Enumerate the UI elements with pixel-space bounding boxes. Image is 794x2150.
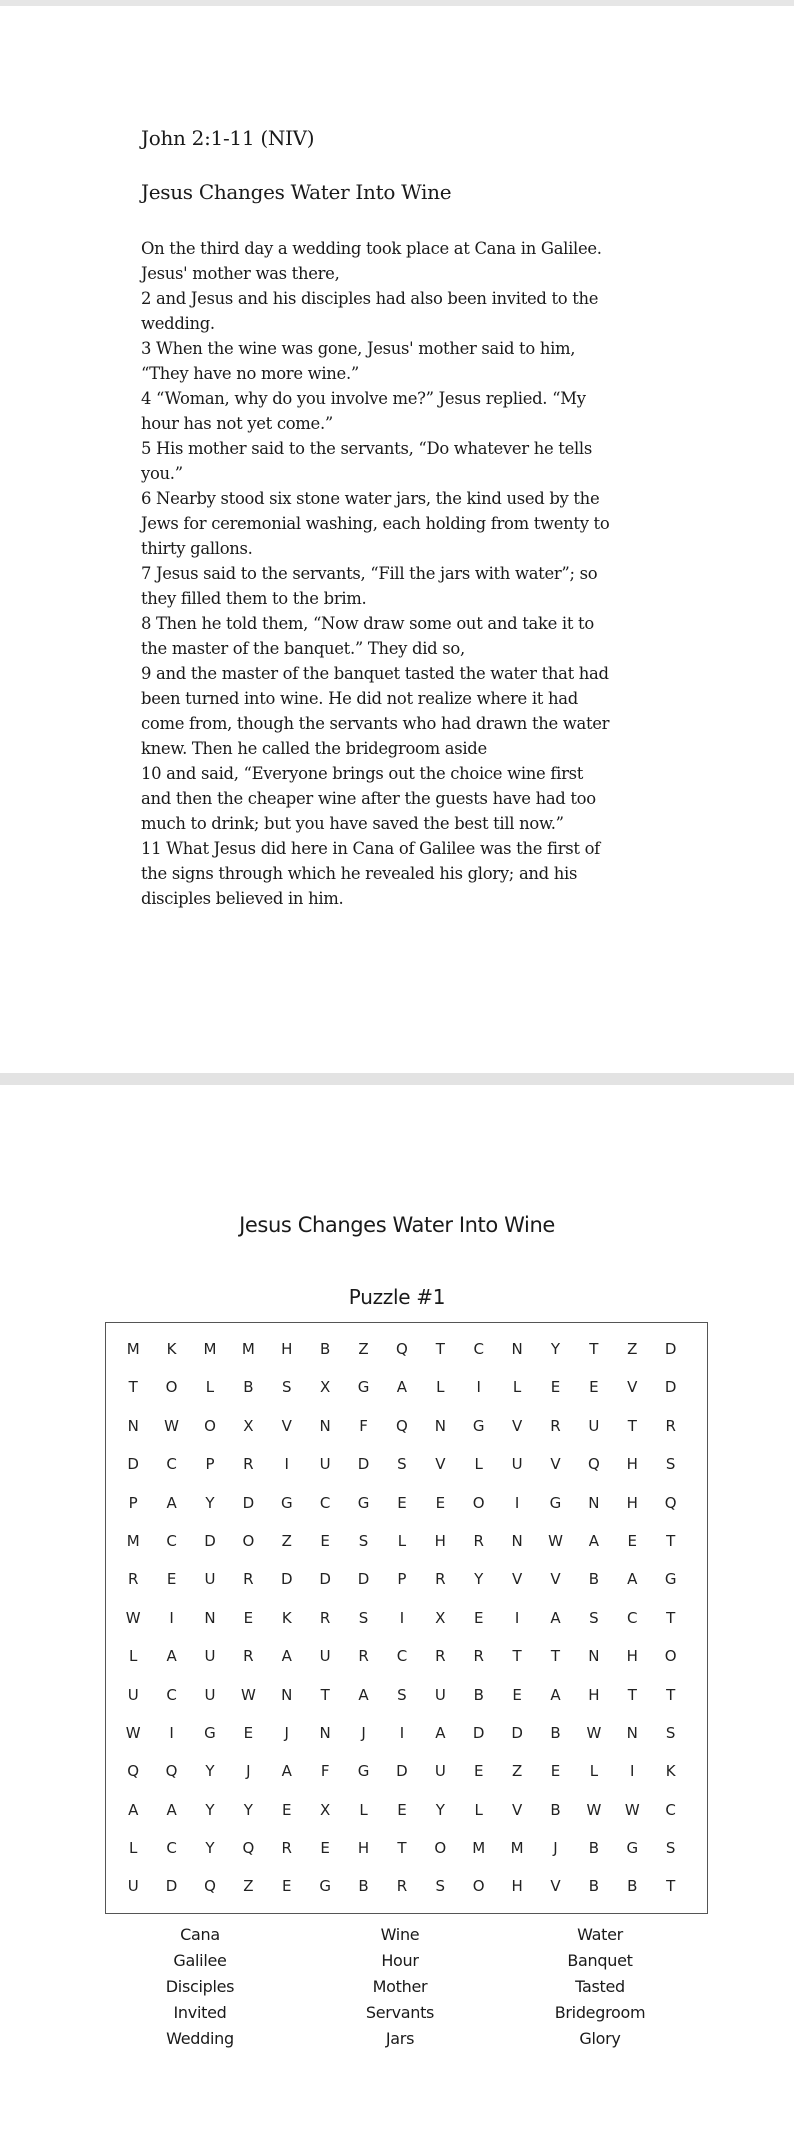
grid-letter[interactable]: N xyxy=(319,1723,331,1742)
grid-letter[interactable]: G xyxy=(357,1493,370,1512)
grid-row xyxy=(106,1637,707,1675)
grid-letter[interactable]: U xyxy=(204,1647,216,1666)
grid-letter[interactable]: N xyxy=(511,1531,523,1550)
page-separator xyxy=(0,1073,794,1085)
grid-row xyxy=(106,1829,707,1867)
grid-letter[interactable]: J xyxy=(246,1762,251,1781)
grid-letter[interactable]: Y xyxy=(243,1800,253,1819)
grid-letter[interactable]: N xyxy=(511,1340,523,1358)
grid-letter[interactable]: A xyxy=(627,1570,638,1589)
grid-letter[interactable]: J xyxy=(361,1723,366,1742)
grid-letter[interactable]: U xyxy=(511,1455,523,1474)
scripture-reference: John 2:1-11 (NIV) xyxy=(141,126,315,150)
grid-letter[interactable]: N xyxy=(204,1608,216,1627)
grid-letter[interactable]: Q xyxy=(396,1416,408,1435)
grid-letter[interactable]: B xyxy=(627,1877,638,1896)
grid-letter[interactable]: Z xyxy=(511,1762,523,1781)
grid-letter[interactable]: T xyxy=(435,1340,445,1358)
grid-letter[interactable]: K xyxy=(166,1340,177,1358)
grid-letter[interactable]: P xyxy=(128,1493,138,1512)
grid-letter[interactable]: Y xyxy=(435,1800,445,1819)
grid-letter[interactable]: S xyxy=(435,1877,446,1896)
grid-letter[interactable]: B xyxy=(358,1877,369,1896)
puzzle-number: Puzzle #1 xyxy=(348,1285,446,1309)
grid-letter[interactable]: B xyxy=(473,1685,484,1704)
verse-line: 3 When the wine was gone, Jesus' mother said to him, xyxy=(141,339,576,358)
grid-letter[interactable]: B xyxy=(550,1800,561,1819)
grid-letter[interactable]: A xyxy=(396,1378,408,1397)
grid-letter[interactable]: R xyxy=(243,1570,254,1589)
grid-letter[interactable]: H xyxy=(511,1877,523,1896)
grid-letter[interactable]: D xyxy=(472,1723,485,1742)
grid-letter[interactable]: M xyxy=(472,1839,486,1858)
passage-text xyxy=(141,236,661,911)
verse-line: come from, though the servants who had drawn the water xyxy=(141,714,610,733)
grid-letter[interactable]: D xyxy=(664,1340,677,1358)
grid-letter[interactable]: S xyxy=(665,1839,676,1858)
grid-letter[interactable]: T xyxy=(666,1608,676,1627)
grid-letter[interactable]: R xyxy=(243,1455,254,1474)
grid-letter[interactable]: C xyxy=(665,1800,676,1819)
grid-letter[interactable]: S xyxy=(589,1608,599,1627)
grid-letter[interactable]: N xyxy=(281,1685,293,1704)
word-item: Bridegroom xyxy=(554,2003,646,2022)
verse-line: the signs through which he revealed his glory; and his xyxy=(141,864,578,883)
word-item: Wedding xyxy=(166,2029,234,2048)
grid-letter[interactable]: L xyxy=(205,1378,215,1397)
grid-letter[interactable]: E xyxy=(166,1570,177,1589)
grid-letter[interactable]: L xyxy=(129,1839,138,1858)
grid-row xyxy=(106,1599,707,1637)
grid-letter[interactable]: D xyxy=(165,1877,178,1896)
grid-letter[interactable]: A xyxy=(166,1647,177,1666)
grid-letter[interactable]: I xyxy=(630,1762,635,1781)
grid-letter[interactable]: M xyxy=(203,1340,217,1358)
grid-letter[interactable]: W xyxy=(125,1608,141,1627)
grid-letter[interactable]: H xyxy=(626,1455,638,1474)
top-border xyxy=(0,0,794,6)
verse-line: wedding. xyxy=(141,314,215,333)
grid-letter[interactable]: B xyxy=(588,1839,600,1858)
grid-letter[interactable]: U xyxy=(204,1685,216,1704)
grid-letter[interactable]: U xyxy=(434,1685,446,1704)
grid-letter[interactable]: K xyxy=(281,1608,292,1627)
grid-letter[interactable]: I xyxy=(169,1723,174,1742)
grid-letter[interactable]: T xyxy=(666,1685,676,1704)
grid-letter[interactable]: D xyxy=(204,1531,216,1550)
word-item: Wine xyxy=(380,1925,420,1944)
grid-letter[interactable]: V xyxy=(281,1416,292,1435)
grid-letter[interactable]: Q xyxy=(165,1762,178,1781)
verse-line: they filled them to the brim. xyxy=(141,589,367,608)
grid-letter[interactable]: L xyxy=(359,1800,368,1819)
grid-letter[interactable]: G xyxy=(357,1378,370,1397)
verse-line: 9 and the master of the banquet tasted the water that had xyxy=(141,664,609,683)
grid-letter[interactable]: L xyxy=(512,1378,522,1397)
grid-letter[interactable]: C xyxy=(396,1647,408,1666)
grid-letter[interactable]: U xyxy=(319,1455,331,1474)
verse-line: 10 and said, “Everyone brings out the choice wine first xyxy=(141,764,583,783)
grid-letter[interactable]: G xyxy=(280,1493,293,1512)
verse-line: 11 What Jesus did here in Cana of Galilee was the first of xyxy=(141,839,600,858)
grid-letter[interactable]: O xyxy=(242,1531,255,1550)
grid-letter[interactable]: U xyxy=(127,1877,139,1896)
grid-row xyxy=(106,1560,707,1598)
grid-letter[interactable]: V xyxy=(511,1800,523,1819)
grid-letter[interactable]: I xyxy=(399,1608,405,1627)
verse-line: 6 Nearby stood six stone water jars, the kind used by the xyxy=(141,489,600,508)
grid-letter[interactable]: Z xyxy=(358,1340,369,1358)
grid-letter[interactable]: T xyxy=(128,1378,138,1397)
grid-letter[interactable]: T xyxy=(627,1416,637,1435)
grid-letter[interactable]: A xyxy=(166,1800,177,1819)
grid-letter[interactable]: R xyxy=(665,1416,676,1435)
grid-row xyxy=(106,1522,707,1560)
grid-letter[interactable]: N xyxy=(588,1647,600,1666)
verse-line: 8 Then he told them, “Now draw some out and take it to xyxy=(141,614,594,633)
grid-letter[interactable]: R xyxy=(473,1531,484,1550)
grid-letter[interactable]: E xyxy=(473,1762,484,1781)
grid-letter[interactable]: D xyxy=(319,1570,331,1589)
grid-letter[interactable]: B xyxy=(588,1570,600,1589)
grid-letter[interactable]: L xyxy=(589,1762,599,1781)
grid-letter[interactable]: T xyxy=(512,1647,522,1666)
grid-letter[interactable]: E xyxy=(243,1608,254,1627)
grid-letter[interactable]: M xyxy=(510,1839,524,1858)
grid-letter[interactable]: F xyxy=(359,1416,368,1435)
grid-row xyxy=(106,1676,707,1714)
grid-letter[interactable]: C xyxy=(473,1340,484,1358)
grid-letter[interactable]: U xyxy=(434,1762,446,1781)
grid-letter[interactable]: K xyxy=(665,1762,676,1781)
grid-letter[interactable]: D xyxy=(280,1570,293,1589)
grid-letter[interactable]: H xyxy=(626,1647,638,1666)
grid-letter[interactable]: W xyxy=(164,1416,179,1435)
grid-letter[interactable]: D xyxy=(357,1455,370,1474)
grid-letter[interactable]: P xyxy=(205,1455,215,1474)
grid-letter[interactable]: U xyxy=(588,1416,600,1435)
word-item: Servants xyxy=(365,2003,435,2022)
grid-letter[interactable]: T xyxy=(627,1685,637,1704)
grid-letter[interactable]: Q xyxy=(127,1762,140,1781)
verse-line: 2 and Jesus and his disciples had also been invited to the xyxy=(141,289,599,308)
grid-letter[interactable]: V xyxy=(435,1455,446,1474)
grid-letter[interactable]: F xyxy=(320,1762,330,1781)
grid-letter[interactable]: R xyxy=(281,1839,292,1858)
grid-letter[interactable]: N xyxy=(127,1416,139,1435)
grid-letter[interactable]: A xyxy=(281,1762,292,1781)
grid-letter[interactable]: L xyxy=(474,1455,483,1474)
grid-letter[interactable]: O xyxy=(472,1877,485,1896)
grid-letter[interactable]: Q xyxy=(396,1340,408,1358)
grid-row xyxy=(106,1714,707,1752)
grid-row xyxy=(106,1407,707,1445)
grid-letter[interactable]: D xyxy=(664,1378,677,1397)
grid-row xyxy=(106,1752,707,1790)
grid-letter[interactable]: E xyxy=(397,1493,407,1512)
grid-letter[interactable]: R xyxy=(127,1570,139,1589)
verse-line: 7 Jesus said to the servants, “Fill the jars with water”; so xyxy=(141,564,598,583)
grid-letter[interactable]: D xyxy=(396,1762,408,1781)
word-item: Disciples xyxy=(165,1977,235,1996)
grid-letter[interactable]: V xyxy=(627,1378,638,1397)
grid-letter[interactable]: R xyxy=(319,1608,331,1627)
grid-letter[interactable]: E xyxy=(320,1531,330,1550)
grid-letter[interactable]: A xyxy=(550,1685,561,1704)
grid-letter[interactable]: H xyxy=(626,1493,638,1512)
grid-letter[interactable]: L xyxy=(474,1800,483,1819)
grid-letter[interactable]: H xyxy=(434,1531,446,1550)
grid-letter[interactable]: R xyxy=(550,1416,561,1435)
word-item: Tasted xyxy=(575,1977,625,1996)
verse-line: been turned into wine. He did not realize where it had xyxy=(141,689,578,708)
grid-letter[interactable]: N xyxy=(626,1723,638,1742)
grid-letter[interactable]: E xyxy=(473,1608,484,1627)
grid-letter[interactable]: C xyxy=(166,1531,177,1550)
grid-letter[interactable]: A xyxy=(550,1608,561,1627)
grid-letter[interactable]: B xyxy=(243,1378,254,1397)
grid-letter[interactable]: W xyxy=(548,1531,563,1550)
grid-letter[interactable]: T xyxy=(666,1531,676,1550)
grid-letter[interactable]: A xyxy=(435,1723,446,1742)
grid-letter[interactable]: H xyxy=(357,1839,370,1858)
grid-letter[interactable]: N xyxy=(588,1493,600,1512)
grid-letter[interactable]: Y xyxy=(474,1570,484,1589)
grid-letter[interactable]: O xyxy=(434,1839,447,1858)
grid-letter[interactable]: R xyxy=(243,1647,254,1666)
grid-letter[interactable]: E xyxy=(282,1800,292,1819)
grid-letter[interactable]: X xyxy=(320,1378,331,1397)
grid-letter[interactable]: D xyxy=(242,1493,255,1512)
grid-letter[interactable]: V xyxy=(550,1455,561,1474)
grid-row xyxy=(106,1867,707,1905)
verse-line: the master of the banquet.” They did so, xyxy=(141,639,465,658)
grid-letter[interactable]: E xyxy=(589,1378,599,1397)
verse-line: “They have no more wine.” xyxy=(141,364,359,383)
grid-letter[interactable]: R xyxy=(396,1877,408,1896)
grid-letter[interactable]: E xyxy=(397,1800,407,1819)
grid-letter[interactable]: Y xyxy=(205,1762,215,1781)
grid-letter[interactable]: S xyxy=(358,1531,369,1550)
grid-letter[interactable]: I xyxy=(284,1455,289,1474)
grid-letter[interactable]: Y xyxy=(205,1839,215,1858)
grid-letter[interactable]: G xyxy=(549,1493,562,1512)
grid-letter[interactable]: I xyxy=(169,1608,174,1627)
grid-letter[interactable]: U xyxy=(127,1685,139,1704)
grid-row xyxy=(106,1330,707,1368)
grid-letter[interactable]: J xyxy=(284,1723,289,1742)
grid-letter[interactable]: S xyxy=(358,1608,369,1627)
grid-letter[interactable]: C xyxy=(166,1455,177,1474)
grid-letter[interactable]: S xyxy=(665,1723,676,1742)
word-column xyxy=(500,1922,700,2052)
grid-letter[interactable]: Q xyxy=(587,1455,600,1474)
grid-letter[interactable]: G xyxy=(319,1877,331,1896)
word-item: Glory xyxy=(579,2029,621,2048)
grid-letter[interactable]: S xyxy=(281,1378,292,1397)
verse-line: you.” xyxy=(141,464,183,483)
grid-letter[interactable]: A xyxy=(281,1647,292,1666)
grid-letter[interactable]: C xyxy=(319,1493,331,1512)
grid-letter[interactable]: Y xyxy=(205,1800,215,1819)
grid-letter[interactable]: I xyxy=(514,1493,520,1512)
grid-letter[interactable]: M xyxy=(241,1340,255,1358)
grid-letter[interactable]: D xyxy=(357,1570,370,1589)
grid-letter[interactable]: T xyxy=(320,1685,330,1704)
grid-letter[interactable]: S xyxy=(665,1455,676,1474)
grid-letter[interactable]: W xyxy=(586,1723,602,1742)
grid-letter[interactable]: Q xyxy=(242,1839,255,1858)
verse-line: knew. Then he called the bridegroom aside xyxy=(141,739,487,758)
grid-letter[interactable]: E xyxy=(282,1877,292,1896)
grid-letter[interactable]: E xyxy=(550,1762,561,1781)
grid-letter[interactable]: Z xyxy=(281,1531,292,1550)
grid-letter[interactable]: O xyxy=(472,1493,485,1512)
grid-letter[interactable]: U xyxy=(319,1647,331,1666)
grid-letter[interactable]: D xyxy=(511,1723,523,1742)
grid-letter[interactable]: S xyxy=(397,1455,407,1474)
word-item: Water xyxy=(577,1925,623,1944)
scripture-page xyxy=(141,126,661,911)
grid-letter[interactable]: B xyxy=(588,1877,600,1896)
grid-letter[interactable]: Y xyxy=(205,1493,215,1512)
grid-letter[interactable]: C xyxy=(166,1685,177,1704)
grid-letter[interactable]: C xyxy=(627,1608,638,1627)
grid-row xyxy=(106,1368,707,1406)
word-item: Galilee xyxy=(173,1951,227,1970)
grid-letter[interactable]: X xyxy=(320,1800,331,1819)
word-column xyxy=(300,1922,500,2052)
word-item: Cana xyxy=(180,1925,220,1944)
grid-letter[interactable]: E xyxy=(550,1378,561,1397)
grid-letter[interactable]: G xyxy=(664,1570,677,1589)
word-search-grid xyxy=(105,1322,708,1914)
grid-letter[interactable]: Q xyxy=(204,1877,216,1896)
grid-letter[interactable]: X xyxy=(243,1416,254,1435)
grid-letter[interactable]: W xyxy=(586,1800,602,1819)
grid-letter[interactable]: W xyxy=(125,1723,141,1742)
puzzle-title: Jesus Changes Water Into Wine xyxy=(239,1213,555,1237)
grid-letter[interactable]: O xyxy=(664,1647,677,1666)
grid-letter[interactable]: T xyxy=(397,1839,407,1858)
grid-letter[interactable]: C xyxy=(166,1839,177,1858)
grid-letter[interactable]: P xyxy=(397,1570,407,1589)
grid-letter[interactable]: G xyxy=(626,1839,639,1858)
grid-letter[interactable]: U xyxy=(204,1570,216,1589)
grid-letter[interactable]: A xyxy=(166,1493,177,1512)
grid-letter[interactable]: N xyxy=(434,1416,446,1435)
grid-letter[interactable]: L xyxy=(129,1647,138,1666)
grid-letter[interactable]: I xyxy=(514,1608,520,1627)
word-item: Jars xyxy=(385,2029,415,2048)
grid-letter[interactable]: V xyxy=(511,1416,523,1435)
grid-letter[interactable]: V xyxy=(550,1877,561,1896)
grid-row xyxy=(106,1445,707,1483)
grid-letter[interactable]: A xyxy=(128,1800,139,1819)
grid-letter[interactable]: R xyxy=(473,1647,484,1666)
verse-line: 4 “Woman, why do you involve me?” Jesus replied. “My xyxy=(141,389,586,408)
grid-letter[interactable]: Q xyxy=(664,1493,677,1512)
grid-letter[interactable]: M xyxy=(126,1531,140,1550)
verse-line: On the third day a wedding took place at Cana in Galilee. xyxy=(141,239,602,258)
grid-letter[interactable]: I xyxy=(399,1723,405,1742)
grid-letter[interactable]: B xyxy=(550,1723,561,1742)
grid-letter[interactable]: T xyxy=(666,1877,676,1896)
grid-letter[interactable]: E xyxy=(435,1493,446,1512)
verse-line: much to drink; but you have saved the best till now.” xyxy=(141,814,564,833)
grid-letter[interactable]: W xyxy=(624,1800,640,1819)
verse-line: thirty gallons. xyxy=(141,539,253,558)
grid-letter[interactable]: T xyxy=(550,1647,561,1666)
grid-letter[interactable]: H xyxy=(281,1340,293,1358)
grid-letter[interactable]: E xyxy=(320,1839,330,1858)
grid-letter[interactable]: E xyxy=(243,1723,254,1742)
grid-letter[interactable]: R xyxy=(358,1647,369,1666)
grid-letter[interactable]: N xyxy=(319,1416,331,1435)
verse-line: 5 His mother said to the servants, “Do whatever he tells xyxy=(141,439,592,458)
grid-letter[interactable]: A xyxy=(358,1685,369,1704)
grid-row xyxy=(106,1791,707,1829)
word-item: Hour xyxy=(381,1951,419,1970)
grid-letter[interactable]: E xyxy=(627,1531,638,1550)
verse-line: Jews for ceremonial washing, each holding from twenty to xyxy=(141,514,610,533)
grid-letter[interactable]: R xyxy=(435,1647,446,1666)
grid-letter[interactable]: X xyxy=(435,1608,446,1627)
grid-letter[interactable]: G xyxy=(204,1723,216,1742)
grid-row xyxy=(106,1484,707,1522)
grid-letter[interactable]: G xyxy=(357,1762,370,1781)
grid-letter[interactable]: J xyxy=(553,1839,558,1858)
grid-letter[interactable]: O xyxy=(165,1378,178,1397)
grid-letter[interactable]: D xyxy=(127,1455,139,1474)
grid-letter[interactable]: Z xyxy=(243,1877,254,1896)
grid-letter[interactable]: S xyxy=(397,1685,407,1704)
word-column xyxy=(100,1922,300,2052)
grid-letter[interactable]: R xyxy=(435,1570,446,1589)
grid-letter[interactable]: I xyxy=(476,1378,481,1397)
verse-line: hour has not yet come.” xyxy=(141,414,333,433)
grid-letter[interactable]: A xyxy=(588,1531,600,1550)
grid-letter[interactable]: E xyxy=(512,1685,522,1704)
grid-letter[interactable]: M xyxy=(126,1340,140,1358)
verse-line: Jesus' mother was there, xyxy=(141,264,340,283)
grid-letter[interactable]: W xyxy=(240,1685,256,1704)
grid-letter[interactable]: T xyxy=(589,1340,599,1358)
grid-letter[interactable]: V xyxy=(511,1570,523,1589)
word-item: Invited xyxy=(173,2003,227,2022)
grid-letter[interactable]: G xyxy=(472,1416,485,1435)
word-item: Mother xyxy=(372,1977,428,1996)
grid-letter[interactable]: L xyxy=(436,1378,445,1397)
passage-title: Jesus Changes Water Into Wine xyxy=(141,180,452,204)
grid-letter[interactable]: B xyxy=(320,1340,331,1358)
grid-letter[interactable]: O xyxy=(204,1416,216,1435)
verse-line: and then the cheaper wine after the guests have had too xyxy=(141,789,596,808)
grid-letter[interactable]: H xyxy=(588,1685,600,1704)
grid-letter[interactable]: V xyxy=(550,1570,561,1589)
grid-letter[interactable]: Z xyxy=(627,1340,638,1358)
grid-letter[interactable]: Y xyxy=(550,1340,561,1358)
word-item: Banquet xyxy=(567,1951,633,1970)
grid-letter[interactable]: L xyxy=(397,1531,407,1550)
verse-line: disciples believed in him. xyxy=(141,889,344,908)
